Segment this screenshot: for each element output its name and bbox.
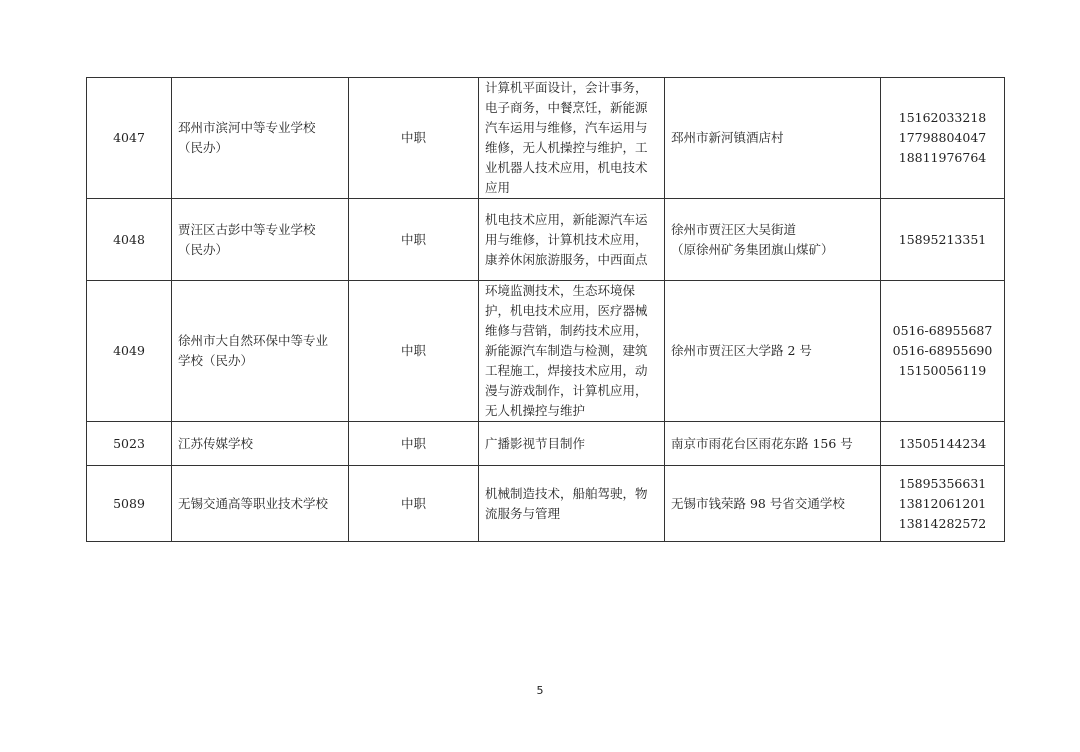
school-majors: 机械制造技术，船舶驾驶，物 流服务与管理 (479, 466, 665, 542)
school-level: 中职 (349, 199, 479, 281)
table-row (87, 78, 1005, 199)
school-phones: 15162033218 17798804047 18811976764 (881, 78, 1005, 199)
school-phones: 13505144234 (881, 422, 1005, 466)
school-phones: 15895356631 13812061201 13814282572 (881, 466, 1005, 542)
school-level: 中职 (349, 422, 479, 466)
table-row (87, 199, 1005, 281)
school-level: 中职 (349, 281, 479, 422)
school-name: 无锡交通高等职业技术学校 (172, 466, 349, 542)
school-code: 4049 (87, 281, 172, 422)
school-code: 5089 (87, 466, 172, 542)
school-table (86, 77, 1005, 542)
school-address: 徐州市贾汪区大学路 2 号 (665, 281, 881, 422)
school-majors: 广播影视节目制作 (479, 422, 665, 466)
school-majors: 环境监测技术，生态环境保 护，机电技术应用，医疗器械 维修与营销，制药技术应用， 新能源汽车制造与检测，建筑 工程施工，焊接技术应用，动 漫与游戏制作，计算机应用， 无人机操控与维护 (479, 281, 665, 422)
school-level: 中职 (349, 78, 479, 199)
school-majors: 机电技术应用，新能源汽车运 用与维修，计算机技术应用， 康养休闲旅游服务，中西面点 (479, 199, 665, 281)
school-name: 邳州市滨河中等专业学校 （民办） (172, 78, 349, 199)
school-address: 徐州市贾汪区大吴街道 （原徐州矿务集团旗山煤矿） (665, 199, 881, 281)
school-code: 4047 (87, 78, 172, 199)
school-name: 徐州市大自然环保中等专业 学校（民办） (172, 281, 349, 422)
school-level: 中职 (349, 466, 479, 542)
school-name: 江苏传媒学校 (172, 422, 349, 466)
table-row (87, 281, 1005, 422)
school-address: 南京市雨花台区雨花东路 156 号 (665, 422, 881, 466)
school-address: 无锡市钱荣路 98 号省交通学校 (665, 466, 881, 542)
table-row (87, 422, 1005, 466)
school-phones: 15895213351 (881, 199, 1005, 281)
school-name: 贾汪区古彭中等专业学校 （民办） (172, 199, 349, 281)
school-phones: 0516-68955687 0516-68955690 15150056119 (881, 281, 1005, 422)
page-number: 5 (536, 684, 544, 697)
school-code: 4048 (87, 199, 172, 281)
school-majors: 计算机平面设计，会计事务， 电子商务，中餐烹饪，新能源 汽车运用与维修，汽车运用与 维修，无人机操控与维护，工 业机器人技术应用，机电技术 应用 (479, 78, 665, 199)
school-code: 5023 (87, 422, 172, 466)
school-address: 邳州市新河镇酒店村 (665, 78, 881, 199)
table-row (87, 466, 1005, 542)
